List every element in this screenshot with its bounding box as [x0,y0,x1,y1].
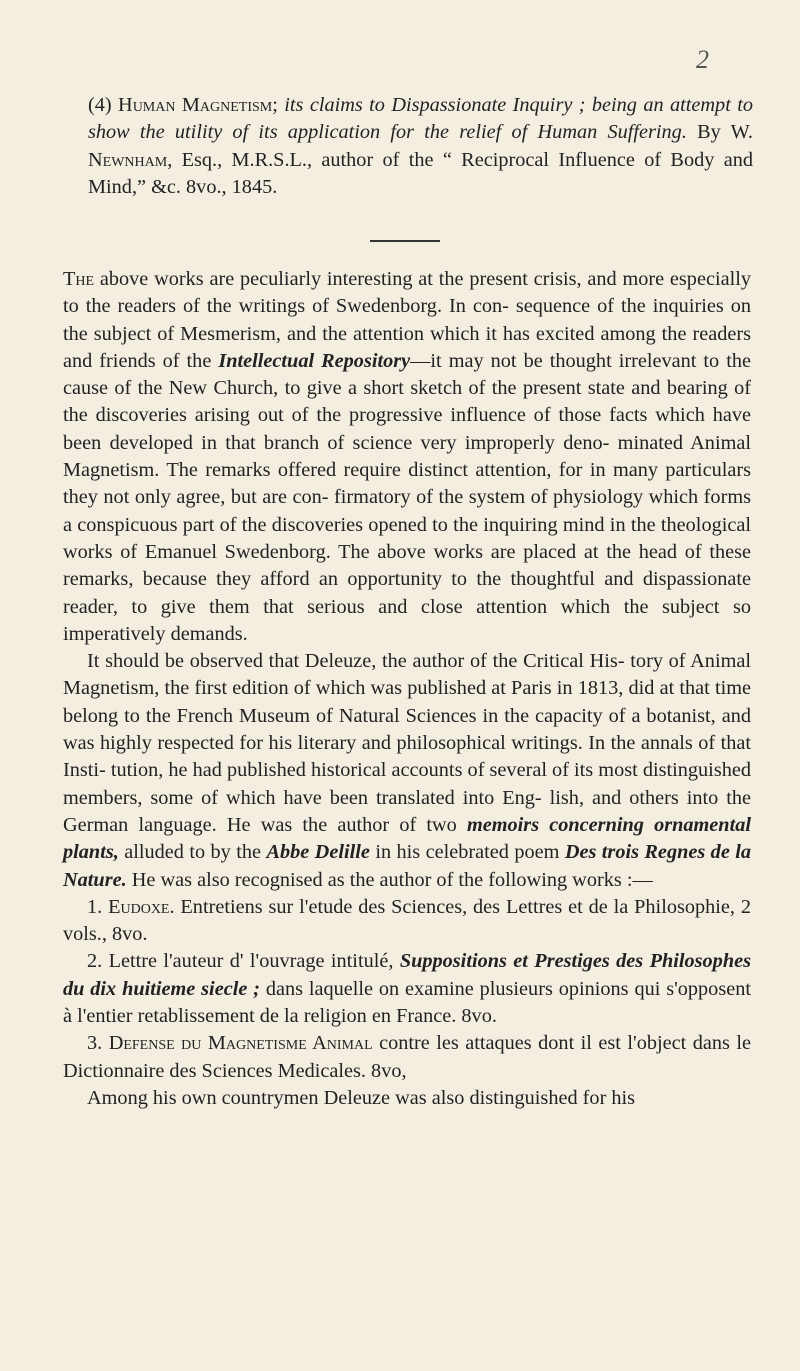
entry-author: Newnham [88,148,168,171]
works-item-3 [63,1030,751,1085]
paragraph-2-text-b: alluded to by the [118,841,267,864]
works-item-1-text: Entretiens sur l'etude des Sciences, des Lettres et de la Philosophie, 2 vols., 8vo. [63,895,751,946]
entry-number: (4) [88,94,112,116]
page-number: 2 [696,45,709,74]
last-line: Among his own countrymen Deleuze was also distinguished for his [87,1086,636,1109]
paragraph-2 [63,648,751,894]
paragraph-2-poem: Des trois Regnes de la Nature. [63,841,752,891]
paragraph-2-memoirs: memoirs concerning ornamental plants, [63,813,751,864]
works-item-2-text-a: Lettre l'auteur d' l'ouvrage intitulé, [102,950,400,973]
entry-line4: 8vo., 1845. [186,175,278,198]
paragraph-2-text-c: in his celebrated poem [369,841,565,864]
works-item-3-lead: Defense du Magnetisme Animal [108,1032,373,1055]
entry-title: Human Magnetism [118,94,273,116]
works-item-2-italic: Suppositions et Prestiges des Philosophes du dix huitieme siecle ; [63,950,751,1000]
works-item-2-num: 2. [87,950,103,973]
works-item-3-num: 3. [87,1032,103,1055]
paragraph-2-abbe: Abbe Delille [266,841,370,864]
works-item-2 [63,948,751,1030]
bibliography-entry: (4) Human Magnetism; its claims to Dispassionate Inquiry ; being an attempt to show the utility of its application for the relief of Human Suffering. By W. Newnham, Esq., M.R.S.L., author of the “ Reciprocal Influence of Body and Mind,” &c. 8vo., 1845. [88,94,753,198]
paragraph-2-text-a: It should be observed that Deleuze, the author of the Critical His- tory of Animal Magnetism, the first edition of which was published at Paris in 1813, did at that time belong to the French Museum of Natural Sciences in the capacity of a botanist, and was highly respected for his literary and philosophical writings. In the annals of that Insti- tution, he had published historical accounts of several of its most distinguished members, some of which have been translated into Eng- lish, and others into the German language. He was the author of two [63,650,751,836]
works-item-3-text: contre les attaques dont il est l'object dans le Dictionnaire des Sciences Medicales. 8vo, [63,1032,751,1082]
paragraph-1-text-a: above works are peculiarly interesting at the present crisis, and more especially to the readers of the writings of Swedenborg. In con- sequence of the inquiries on the subject of Mesmerism, and the attention which it has excited among the readers and friends of the [63,268,751,372]
separator-rule [370,240,440,242]
paragraph-1-text-b: —it may not be thought irrelevant to the cause of the New Church, to give a short sketch of the present state and bearing of the discoveries arising out of the progressive influence of those facts which have been developed in that branch of science very improperly deno- minated Animal Magnetism. The remarks offered require distinct attention, for in many particulars they not only agree, but are con- firmatory of the system of physiology which forms a conspicuous part of the discoveries opened to the inquiring mind in the theological works of Emanuel Swedenborg. The above works are placed at the head of these remarks, because they afford an opportunity to the thoughtful and dispassionate reader, to give them that serious and close attention which the subject so imperatively demands. [63,349,751,645]
entry-subtitle-a: its claims to Dispassionate Inquiry ; being [284,94,637,116]
body-text [63,266,751,1112]
works-item-2-text-b: dans laquelle on examine plusieurs opinions qui s'opposent à l'entier retablissement de la religion en France. 8vo. [63,977,751,1028]
works-item-1 [63,894,751,949]
entry-subtitle-b: an attempt to show the utility of its application for the relief [88,94,753,144]
paragraph-2-text-d: He was also recognised as the author of the following works :— [126,868,653,891]
works-item-1-lead: Eudoxe. [108,895,175,918]
paragraph-1 [63,266,751,648]
entry-by: By W. [697,121,753,144]
entry-line3: author of the “ Reciprocal Influence of Body and Mind,” &c. [88,148,753,198]
paragraph-1-repository: Intellectual Repository [218,349,411,372]
entry-subtitle-c: of Human Suffering. [511,121,687,144]
entry-author-suffix: , Esq., M.R.S.L., [167,148,313,171]
works-item-1-num: 1. [87,895,103,918]
paragraph-1-lead: The [63,268,95,290]
